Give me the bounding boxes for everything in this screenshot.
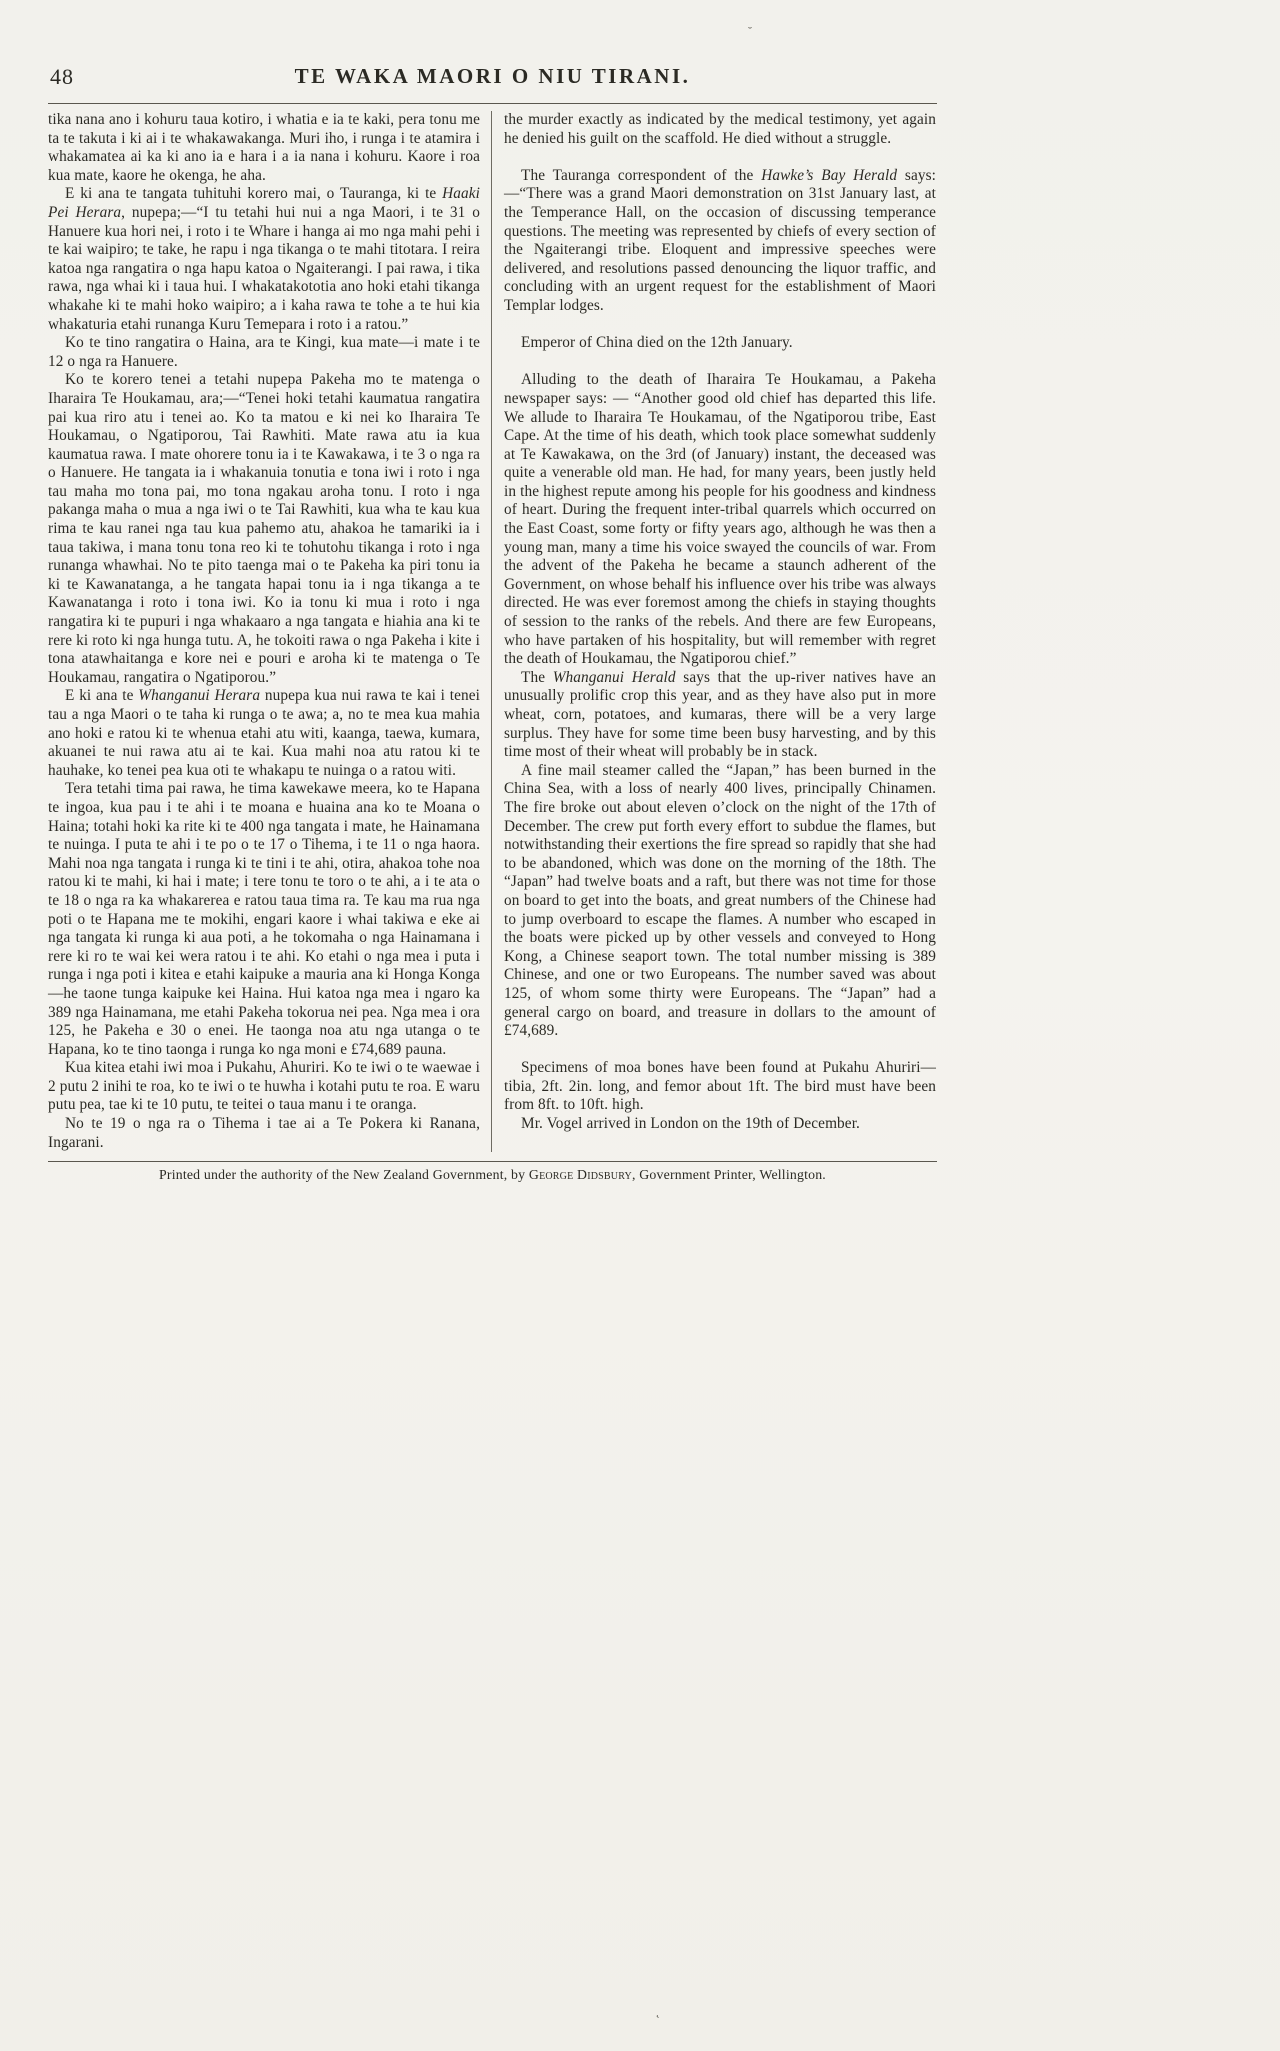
text-run: nupepa kua nui rawa te kai i tenei tau a nga Maori o te taha ki runga o te awa; a, no te mea kua mahia ano hoki e ratou ki te whenua etahi atu witi, kaanga, taewa, kumara, akuanei te nui rawa atu ai te kai. Kua mahi noa atu ratou ki te hauhake, ko tenei pea kua oti te whakapu te nuinga o a ratou witi. (48, 687, 481, 779)
text-run: , nupepa;—“I tu tetahi hui nui a nga Maori, i te 31 o Hanuere kua hori nei, i roto i te Whare i hanga ai mo nga mahi pehi i te kai waipiro; te take, he rapu i nga tikanga o te mahi titotara. I reira katoa nga rangatira o nga hapu katoa o Ngaiterangi. I pai rawa, i tika rawa, nga whai ki i taua hui. I whakatakototia ano hoki etahi tikanga whakahe ki te mahi hoko waipiro; a i kaha rawa te tohe a te hui kia whakaturia etahi runanga Kuru Temepara i roto i a ratou.” (48, 203, 481, 333)
article-paragraph (48, 111, 480, 185)
header-rule (48, 103, 937, 104)
newspaper-page (48, 54, 937, 1183)
italic-text-run: Hawke’s Bay Herald (761, 166, 898, 184)
article-paragraph (504, 111, 936, 148)
text-run: Ko te korero tenei a tetahi nupepa Pakeha mo te matenga o Iharaira Te Houkamau, ara;—“Tenei hoki tetahi kaumatua rangatira pai kua riro atu i tenei ao. Ko ta matou e ki nei ko Iharaira Te Houkamau, o Ngatiporou, Tai Rawhiti. Mate rawa atu ia kua kaumatua rawa. I mate ohorere tonu ia i te Kawakawa, i te 3 o nga ra o Hanuere. He tangata ia i whakanuia tonutia e tona iwi i roto i nga tau maha mo tona pai, mo tona ngakau aroha tonu. I roto i nga pakanga maha o mua a nga iwi o te Tai Rawhiti, kua wha te kau kua rima te kau ranei nga tau kua pahemo atu, ahakoa he tamariki ia i taua takiwa, i mana tonu tona reo ki te tohutohu tikanga i roto i nga runanga whawhai. No te pito taenga mai o te Pakeha ka piri tonu ia ki te Kawanatanga, a he tangata hapai tonu ia i nga tikanga a te Kawanatanga i roto i tona iwi. Ko ia tonu ki mua i roto i nga rangatira ki te pupuri i nga whakaaro a nga tangata e hiahia ana ki te rere ki roto ki nga hunga tutu. A, he tokoiti rawa o nga Pakeha i kite i tona atawhaitanga e kore nei e pouri e aroha ki te matenga o Te Houkamau, rangatira o Ngatiporou.” (48, 371, 480, 686)
smallcaps-text-run: George Didsbury (528, 1167, 632, 1183)
article-paragraph (504, 167, 936, 316)
text-run: Emperor of China died on the 12th January. (521, 334, 793, 352)
scan-artifact: ˛ (656, 2004, 660, 2018)
footer-rule (48, 1161, 937, 1162)
text-run: Alluding to the death of Iharaira Te Houkamau, a Pakeha newspaper says: — “Another good old chief has departed this life. We allude to Iharaira Te Houkamau, of the Ngatiporou tribe, East Cape. At the time of his death, which took place somewhat suddenly at Te Kawakawa, on the 3rd (of January) instant, the deceased was quite a venerable old man. He had, for many years, been justly held in the highest repute among his people for his goodness and kindness of heart. During the frequent inter-tribal quarrels which occurred on the East Coast, some forty or fifty years ago, although he was then a young man, many a time his voice swayed the councils of war. From the advent of the Pakeha he became a staunch adherent of the Government, on whose behalf his influence over his tribe was always directed. He was ever foremost among the chiefs in staying thoughts of session to the ranks of the rebels. And there are few Europeans, who have partaken of his hospitality, but will remember with regret the death of Houkamau, the Ngatiporou chief.” (504, 371, 936, 668)
imprint-text (159, 1167, 826, 1182)
italic-text-run: Whanganui Herara (138, 687, 261, 705)
page-header (48, 54, 937, 98)
article-paragraph (48, 687, 480, 780)
text-run: E ki ana te tangata tuhituhi korero mai, o Tauranga, ki te (65, 185, 443, 203)
text-run: , Government Printer, Wellington. (631, 1167, 826, 1183)
text-run: says that the up-river natives have an unusually prolific crop this year, and as they have also put in more wheat, corn, potatoes, and kumaras, there will be a very large surplus. They have for some time been busy harvesting, and by this time most of their wheat will probably be in stack. (504, 668, 936, 761)
column-divider (491, 111, 492, 1152)
text-run: The (521, 668, 553, 686)
text-run: No te 19 o nga ra o Tihema i tae ai a Te Pokera ki Ranana, Ingarani. (48, 1115, 480, 1151)
text-run: Ko te tino rangatira o Haina, ara te Kingi, kua mate—i mate i te 12 o nga ra Hanuere. (48, 334, 480, 370)
text-run: the murder exactly as indicated by the medical testimony, yet again he denied his guilt on the scaffold. He died without a struggle. (504, 111, 936, 147)
article-paragraph (504, 1115, 936, 1134)
text-run: says:—“There was a grand Maori demonstration on 31st January last, at the Temperance Hall, on the occasion of discussing temperance questions. The meeting was represented by chiefs of every section of the Ngaiterangi tribe. Eloquent and impressive speeches were delivered, and resolutions passed denouncing the liquor traffic, and concluding with an urgent request for the establishment of Maori Templar lodges. (504, 166, 936, 314)
article-paragraph (48, 185, 480, 334)
text-run: Printed under the authority of the New Zealand Government, by (159, 1167, 529, 1183)
text-run: E ki ana te (65, 687, 139, 705)
article-paragraph (504, 762, 936, 1041)
text-run: Tera tetahi tima pai rawa, he tima kawekawe meera, ko te Hapana te ingoa, kua pau i te ahi i te moana e huaina ana ko te Moana o Haina; totahi hoki ka rite ki te 400 nga tangata i mate, he Hainamana te nuinga. I puta te ahi i te po o te 17 o Tihema, i te 11 o nga haora. Mahi noa nga tangata i runga ki te tini i te ahi, otira, ahakoa tohe noa ratou ki te mahi, ki hai i mate; i tere tonu te toro o te ahi, a i te ata o te 18 o nga ra ka whakarerea e ratou taua tima ra. Te kau ma rua nga poti o te Hapana me te mokihi, engari kaore i whai takiwa e eke ai nga tangata ki runga ki aua poti, a he tokomaha o nga Hainamana i rere ki ro te wai kei wera ratou i te ahi. Ko etahi o nga mea i puta i runga i nga poti i kitea e etahi kaipuke a mauria ana ki Honga Konga—he taone tunga kaipuke kei Haina. Hui katoa nga mea i ngaro ka 389 nga Hainamana, me etahi Pakeha tokorua nei pea. Nga mea i ora 125, he Pakeha e 30 o enei. He taonga noa atu nga utanga o te Hapana, ko te tino taonga i runga ko nga moni e £74,689 pauna. (48, 780, 480, 1058)
article-paragraph (504, 334, 936, 353)
text-run: Specimens of moa bones have been found at Pukahu Ahuriri—tibia, 2ft. 2in. long, and femor about 1ft. The bird must have been from 8ft. to 10ft. high. (504, 1059, 936, 1114)
text-run: The Tauranga correspondent of the (521, 166, 762, 184)
article-paragraph (504, 1059, 936, 1115)
italic-text-run: Haaki Pei Herara (48, 185, 480, 221)
page-title: TE WAKA MAORI O NIU TIRANI. (294, 64, 691, 88)
article-paragraph (48, 780, 480, 1059)
article-paragraph (48, 1115, 480, 1152)
article-columns (48, 111, 937, 1152)
scan-artifact: ˘ (748, 24, 752, 38)
article-paragraph (504, 669, 936, 762)
article-paragraph (48, 1059, 480, 1115)
text-run: Kua kitea etahi iwi moa i Pukahu, Ahuriri. Ko te iwi o te waewae i 2 putu 2 inihi te roa, ko te iwi o te huwha i kotahi putu te roa. E waru putu pea, tae ki te 10 putu, te teitei o taua manu i te oranga. (48, 1059, 480, 1114)
imprint-footer (48, 1167, 937, 1183)
text-run: A fine mail steamer called the “Japan,” has been burned in the China Sea, with a loss of nearly 400 lives, principally Chinamen. The fire broke out about eleven o’clock on the night of the 17th of December. The crew put forth every effort to subdue the flames, but notwithstanding their exertions the fire spread so rapidly that she had to be abandoned, which was done on the morning of the 18th. The “Japan” had twelve boats and a raft, but there was not time for those on board to get into the boats, and great numbers of the Chinese had to jump overboard to escape the flames. A number who escaped in the boats were picked up by other vessels and conveyed to Hong Kong, a Chinese seaport town. The total number missing is 389 Chinese, and one or two Europeans. The number saved was about 125, of whom some thirty were Europeans. The “Japan” had a general cargo on board, and treasure in dollars to the amount of £74,689. (504, 761, 936, 1040)
page-number: 48 (50, 64, 74, 89)
left-column-maori (48, 111, 480, 1152)
text-run: Mr. Vogel arrived in London on the 19th of December. (521, 1115, 860, 1133)
text-run: tika nana ano i kohuru taua kotiro, i whatia e ia te kaki, pera tonu me ta te takuta i ki ai i te whakawakanga. Muri iho, i runga i te atamira i whakamatea ai ka ki ano ia e hara i a ia nana i kohuru. Kaore i roa kua mate, kaore he okenga, he aha. (48, 111, 480, 184)
italic-text-run: Whanganui Herald (552, 668, 676, 686)
article-paragraph (48, 334, 480, 371)
right-column-english (504, 111, 936, 1152)
article-paragraph (48, 371, 480, 687)
article-paragraph (504, 371, 936, 669)
